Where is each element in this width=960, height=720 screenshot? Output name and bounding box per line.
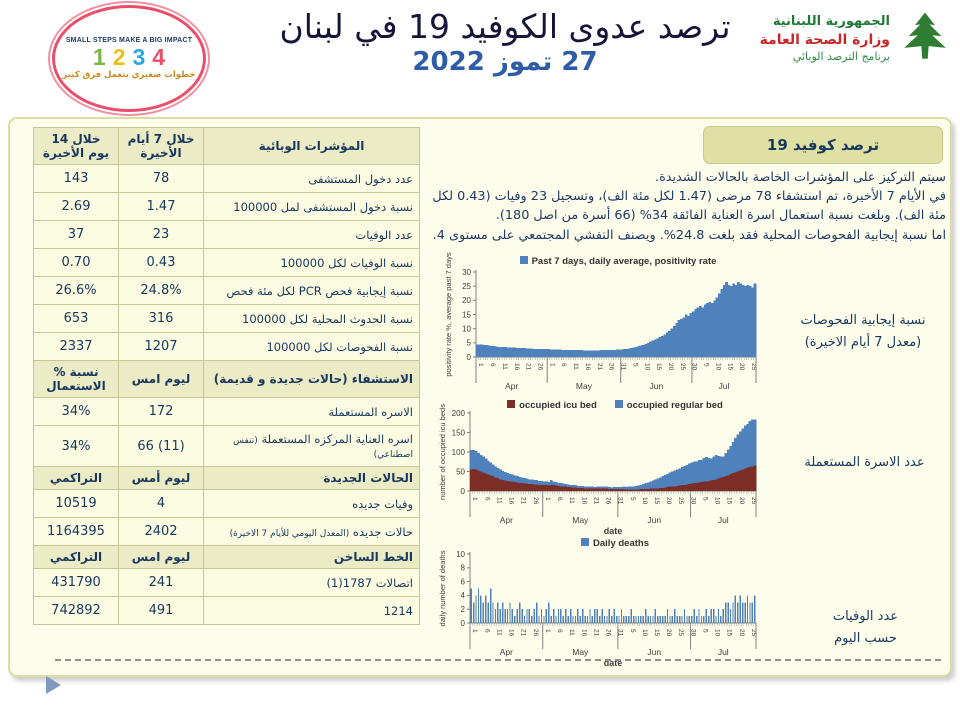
svg-text:date: date <box>603 658 623 668</box>
indicator-value: 491 <box>119 597 204 625</box>
table-row <box>34 305 420 333</box>
indicator-value: 241 <box>119 569 204 597</box>
svg-text:26: 26 <box>536 363 544 371</box>
indicator-value: 742892 <box>34 597 119 625</box>
deaths-chart <box>438 537 762 667</box>
svg-text:21: 21 <box>524 363 532 371</box>
indicator-name: نسبة الحدوث المحلية لكل 100000 <box>204 305 420 333</box>
indicator-value: 2337 <box>34 333 119 361</box>
svg-text:21: 21 <box>519 497 527 505</box>
svg-text:May: May <box>575 381 592 391</box>
svg-text:15: 15 <box>652 629 660 637</box>
svg-text:25: 25 <box>749 497 757 505</box>
svg-text:11: 11 <box>500 363 508 370</box>
svg-text:Jul: Jul <box>717 647 729 657</box>
svg-text:26: 26 <box>604 629 612 637</box>
moph-line2: وزارة الصحة العامة <box>759 31 890 48</box>
table-header-cell: التراكمي <box>34 467 119 490</box>
page-title: ترصد عدوى الكوفيد 19 في لبنان <box>279 7 731 46</box>
indicators-table-body <box>34 128 420 625</box>
svg-text:10: 10 <box>456 549 465 559</box>
table-row <box>34 249 420 277</box>
svg-text:10: 10 <box>640 497 648 505</box>
table-section-header <box>34 467 420 490</box>
table-row <box>34 333 420 361</box>
svg-text:20: 20 <box>665 497 673 505</box>
svg-text:2: 2 <box>460 605 465 614</box>
svg-text:daily number of deaths: daily number of deaths <box>438 550 447 627</box>
svg-text:26: 26 <box>607 363 615 371</box>
svg-text:16: 16 <box>512 363 520 371</box>
indicator-value: 1207 <box>119 333 204 361</box>
svg-text:26: 26 <box>531 629 539 637</box>
table-header-cell: نسبة % الاستعمال <box>34 361 119 398</box>
svg-text:30: 30 <box>462 267 471 277</box>
svg-text:Apr: Apr <box>499 647 513 657</box>
small-steps-arabic: خطوات صغيري بتعمل فرق كبير <box>62 70 196 80</box>
indicator-value: 4 <box>119 490 204 518</box>
indicator-name: اسره العناية المركزه المستعملة (تنفس اصطناعي) <box>204 426 420 467</box>
svg-text:5: 5 <box>701 497 709 501</box>
svg-text:Jul: Jul <box>717 515 729 525</box>
svg-text:May: May <box>572 647 589 657</box>
summary-line-1: سيتم التركيز على المؤشرات الخاصة بالحالات الشديدة. <box>655 170 946 185</box>
indicator-name: اتصالات 1787(1) <box>204 569 420 597</box>
report-date: 27 تموز 2022 <box>412 47 598 78</box>
svg-text:15: 15 <box>725 497 733 505</box>
svg-text:30: 30 <box>689 497 697 505</box>
small-steps-logo <box>52 5 206 112</box>
indicator-value: 143 <box>34 165 119 193</box>
moph-logo <box>760 8 954 70</box>
svg-text:26: 26 <box>604 497 612 505</box>
svg-text:0: 0 <box>466 352 471 362</box>
svg-text:100: 100 <box>451 447 465 457</box>
svg-text:5: 5 <box>701 629 709 633</box>
svg-text:16: 16 <box>507 629 515 637</box>
svg-text:6: 6 <box>489 363 497 367</box>
svg-text:4: 4 <box>460 591 465 601</box>
step-1-icon: 1 <box>92 44 106 70</box>
svg-text:50: 50 <box>456 467 465 477</box>
svg-text:Jun: Jun <box>649 381 664 391</box>
indicator-value: 34% <box>34 426 119 467</box>
svg-text:21: 21 <box>592 497 600 505</box>
bottom-dashed-divider <box>55 659 941 661</box>
table-row <box>34 165 420 193</box>
svg-text:20: 20 <box>667 363 675 371</box>
svg-text:21: 21 <box>592 629 600 637</box>
indicator-name-note: (المعدل اليومي للأيام 7 الاخيرة) <box>229 528 350 539</box>
svg-text:31: 31 <box>616 497 624 505</box>
positivity-chart-svg <box>444 252 762 397</box>
legend-item: occupied icu bed <box>507 400 597 411</box>
table-section-header <box>34 546 420 569</box>
deaths-label-line1: عدد الوفيات <box>832 609 899 624</box>
step-4-icon: 4 <box>152 44 166 70</box>
svg-text:10: 10 <box>640 629 648 637</box>
table-row <box>34 398 420 426</box>
beds-chart <box>438 399 762 537</box>
deaths-chart-side-label <box>793 606 938 650</box>
beds-chart-svg <box>438 399 762 537</box>
svg-text:10: 10 <box>713 629 721 637</box>
table-row <box>34 277 420 305</box>
svg-text:150: 150 <box>451 428 465 438</box>
svg-text:1: 1 <box>543 629 551 633</box>
small-steps-numbers <box>93 46 165 69</box>
summary-line-2: في الأيام 7 الأخيرة، تم استشفاء 78 مرضى (1.47 لكل مئة الف)، وتسجيل 23 وفيات (0.43 لكل مئة الف). وبلغت نسبة استعمال اسرة العناية الفائقة 34% (66 أسرة من اصل 180). <box>432 189 946 224</box>
table-section-header <box>34 361 420 398</box>
table-header-cell: ليوم امس <box>119 361 204 398</box>
svg-text:5: 5 <box>466 338 471 348</box>
table-header-cell: الحالات الجديدة <box>204 467 420 490</box>
table-header-cell: التراكمي <box>34 546 119 569</box>
legend-item: occupied regular bed <box>615 400 723 411</box>
svg-text:20: 20 <box>737 629 745 637</box>
svg-text:5: 5 <box>628 497 636 501</box>
indicator-name: نسبة الفحوصات لكل 100000 <box>204 333 420 361</box>
table-row <box>34 193 420 221</box>
svg-text:1: 1 <box>471 629 479 633</box>
svg-text:0: 0 <box>460 486 465 496</box>
svg-text:Apr: Apr <box>504 381 519 391</box>
svg-text:15: 15 <box>462 310 471 320</box>
covid-surveillance-badge: ترصد كوفيد 19 <box>703 126 943 164</box>
svg-text:Jun: Jun <box>647 647 662 657</box>
indicator-value: 172 <box>119 398 204 426</box>
svg-text:date: date <box>603 526 623 536</box>
table-row <box>34 490 420 518</box>
svg-text:200: 200 <box>451 408 465 418</box>
svg-text:25: 25 <box>749 629 757 637</box>
svg-text:16: 16 <box>583 363 591 371</box>
table-header-cell: الاستشفاء (حالات جديدة و قديمة) <box>204 361 420 398</box>
legend-item: Daily deaths <box>581 538 649 549</box>
svg-text:25: 25 <box>462 281 471 291</box>
svg-text:30: 30 <box>689 629 697 637</box>
svg-text:11: 11 <box>568 629 576 636</box>
beds-chart-side-label: عدد الاسرة المستعملة <box>804 455 925 470</box>
svg-text:11: 11 <box>495 629 503 636</box>
deaths-label-line2: حسب اليوم <box>834 631 897 647</box>
svg-text:15: 15 <box>726 363 734 371</box>
indicator-value: 66 (11) <box>119 426 204 467</box>
svg-text:15: 15 <box>652 497 660 505</box>
svg-text:6: 6 <box>483 629 491 633</box>
moph-text <box>760 13 890 64</box>
indicator-value: 2.69 <box>34 193 119 221</box>
svg-text:number of occupied icu beds: number of occupied icu beds <box>438 404 447 500</box>
svg-text:21: 21 <box>519 629 527 637</box>
summary-line-3: اما نسبة إيجابية الفحوصات المحلية فقد بلغت 24.8%. ويصنف التفشي المجتمعي على مستوى 4. <box>432 227 946 243</box>
indicator-value: 0.43 <box>119 249 204 277</box>
svg-text:26: 26 <box>531 497 539 505</box>
indicator-name: عدد الوفيات <box>204 221 420 249</box>
indicator-name: الاسره المستعملة <box>204 398 420 426</box>
table-row <box>34 518 420 546</box>
slide-arrow-icon <box>46 676 61 694</box>
indicator-value: 34% <box>34 398 119 426</box>
svg-text:0: 0 <box>460 618 465 628</box>
table-row <box>34 569 420 597</box>
svg-text:16: 16 <box>507 497 515 505</box>
svg-text:31: 31 <box>619 363 627 371</box>
table-header-cell: الخط الساخن <box>204 546 420 569</box>
svg-text:30: 30 <box>690 363 698 371</box>
indicator-name: وفيات جديده <box>204 490 420 518</box>
moph-line3: برنامج الترصد الوبائي <box>792 49 890 63</box>
step-3-icon: 3 <box>132 44 146 70</box>
svg-text:1: 1 <box>471 497 479 501</box>
table-header-cell: المؤشرات الوبائية <box>204 128 420 165</box>
indicator-name: نسبة دخول المستشفى لمل 100000 <box>204 193 420 221</box>
page-header <box>250 6 760 77</box>
small-steps-slogan: SMALL STEPS MAKE A BIG IMPACT <box>65 37 193 44</box>
svg-text:15: 15 <box>655 363 663 371</box>
svg-text:21: 21 <box>595 363 603 371</box>
svg-text:10: 10 <box>643 363 651 371</box>
svg-text:positivity rate %, average pas: positivity rate %, average past 7 days <box>444 252 453 377</box>
table-header-cell: خلال 14 يوم الأخيرة <box>34 128 119 165</box>
svg-text:Jul: Jul <box>718 381 730 391</box>
svg-text:10: 10 <box>714 363 722 371</box>
indicator-value: 653 <box>34 305 119 333</box>
svg-text:10: 10 <box>713 497 721 505</box>
indicator-value: 1164395 <box>34 518 119 546</box>
indicator-name: نسبة إيجابية فحص PCR لكل مئة فحص <box>204 277 420 305</box>
svg-text:8: 8 <box>460 563 465 573</box>
indicator-name: حالات جديده (المعدل اليومي للأيام 7 الاخيرة) <box>204 518 420 546</box>
svg-text:16: 16 <box>580 497 588 505</box>
indicator-name: نسبة الوفيات لكل 100000 <box>204 249 420 277</box>
table-header-cell: خلال 7 أيام الأخيرة <box>119 128 204 165</box>
indicator-name-note: (تنفس اصطناعي) <box>233 436 413 460</box>
indicator-value: 78 <box>119 165 204 193</box>
positivity-chart-side-label <box>778 310 948 354</box>
svg-text:Apr: Apr <box>499 515 513 525</box>
svg-text:25: 25 <box>677 497 685 505</box>
step-2-icon: 2 <box>112 44 126 70</box>
indicator-value: 23 <box>119 221 204 249</box>
indicators-table <box>33 127 420 625</box>
positivity-chart <box>444 252 762 397</box>
svg-text:25: 25 <box>678 363 686 371</box>
svg-text:5: 5 <box>702 363 710 367</box>
svg-text:15: 15 <box>725 629 733 637</box>
indicator-name: عدد دخول المستشفى <box>204 165 420 193</box>
indicator-value: 24.8% <box>119 277 204 305</box>
indicator-value: 37 <box>34 221 119 249</box>
table-row <box>34 221 420 249</box>
svg-text:20: 20 <box>462 296 471 306</box>
deaths-chart-svg <box>438 537 762 667</box>
svg-text:Jun: Jun <box>647 515 662 525</box>
svg-text:11: 11 <box>495 497 503 504</box>
table-row <box>34 597 420 625</box>
svg-text:20: 20 <box>665 629 673 637</box>
svg-text:20: 20 <box>738 363 746 371</box>
svg-text:5: 5 <box>631 363 639 367</box>
positivity-label-line1: نسبة إيجابية الفحوصات <box>800 313 926 328</box>
table-header-cell: ليوم أمس <box>119 467 204 490</box>
indicator-value: 431790 <box>34 569 119 597</box>
svg-text:11: 11 <box>572 363 580 370</box>
svg-text:5: 5 <box>628 629 636 633</box>
indicator-value: 2402 <box>119 518 204 546</box>
indicator-value: 1.47 <box>119 193 204 221</box>
cedar-icon <box>896 8 954 70</box>
svg-text:6: 6 <box>483 497 491 501</box>
indicator-value: 0.70 <box>34 249 119 277</box>
svg-text:1: 1 <box>548 363 556 367</box>
svg-text:31: 31 <box>616 629 624 637</box>
indicator-name: 1214 <box>204 597 420 625</box>
svg-text:6: 6 <box>556 497 564 501</box>
svg-text:25: 25 <box>750 363 758 371</box>
svg-text:11: 11 <box>568 497 576 504</box>
table-section-header <box>34 128 420 165</box>
legend-item: Past 7 days, daily average, positivity rate <box>520 256 717 267</box>
svg-text:10: 10 <box>462 324 471 334</box>
svg-text:6: 6 <box>556 629 564 633</box>
svg-text:6: 6 <box>460 577 465 587</box>
summary-paragraph <box>428 168 946 245</box>
svg-text:20: 20 <box>737 497 745 505</box>
moph-line1: الجمهورية اللبنانية <box>772 14 890 30</box>
svg-text:25: 25 <box>677 629 685 637</box>
indicator-value: 26.6% <box>34 277 119 305</box>
svg-text:16: 16 <box>580 629 588 637</box>
indicator-value: 10519 <box>34 490 119 518</box>
table-row <box>34 426 420 467</box>
table-header-cell: ليوم امس <box>119 546 204 569</box>
svg-text:1: 1 <box>543 497 551 501</box>
svg-text:May: May <box>572 515 589 525</box>
svg-text:6: 6 <box>560 363 568 367</box>
positivity-label-line2: (معدل 7 أيام الاخيرة) <box>804 335 922 351</box>
indicator-value: 316 <box>119 305 204 333</box>
svg-text:1: 1 <box>477 363 485 367</box>
